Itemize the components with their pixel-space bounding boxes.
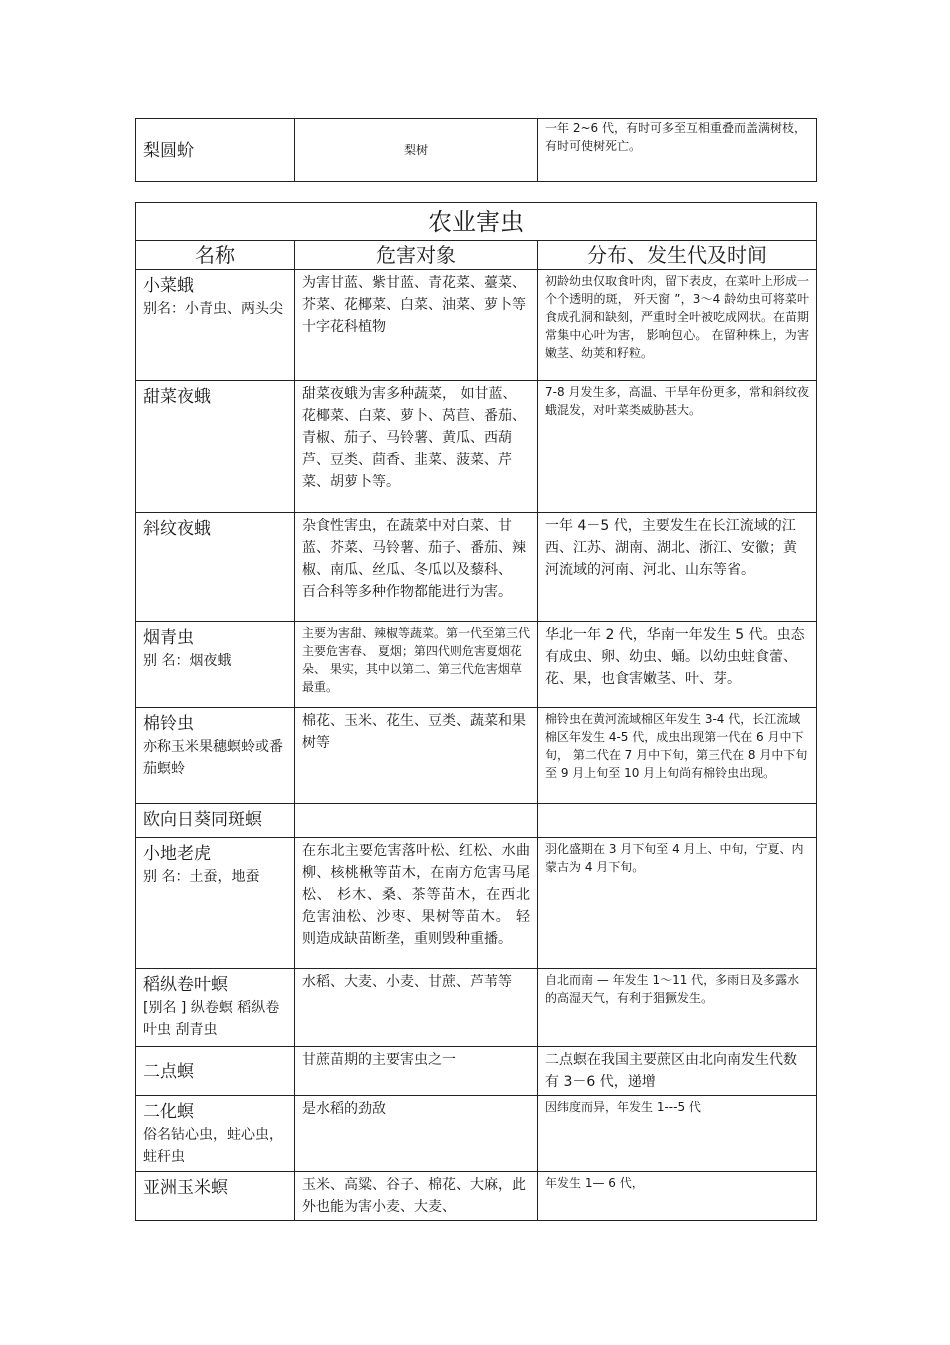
host-target [295,804,538,838]
pest-alias: 别 名：烟夜蛾 [143,653,232,669]
pest-name-cell [136,804,295,838]
pest-table [135,202,817,1221]
pest-alias: [别名 ] 纵卷螟 稻纵卷叶虫 刮青虫 [143,1000,280,1038]
pest-name: 稻纵卷叶螟 [143,975,228,995]
pest-name: 小菜蛾 [143,276,194,296]
distribution: 二点螟在我国主要蔗区由北向南发生代数有 3－6 代，递增 [538,1047,817,1096]
host-target: 在东北主要危害落叶松、红松、水曲柳、核桃楸等苗木，在南方危害马尾松、 杉木、桑、茶等苗木，在西北危害油松、沙枣、果树等苗木。 轻则造成缺苗断垄，重则毁种重播。 [295,838,538,969]
pest-name-cell [136,270,295,381]
table-row [136,838,817,969]
host-target: 梨树 [295,119,538,182]
table-row [136,119,817,182]
pest-alias: 亦称玉米果穗螟蛉或番茄螟蛉 [143,739,283,777]
pest-name-cell [136,381,295,513]
header-row [136,241,817,270]
pest-name-cell [136,838,295,969]
pest-name-cell [136,1047,295,1096]
pest-name: 欧向日葵同斑螟 [143,810,262,830]
header-distribution: 分布、发生代及时间 [538,241,817,270]
distribution: 7-8 月发生多，高温、干旱年份更多，常和斜纹夜蛾混发，对叶菜类威胁甚大。 [538,381,817,513]
host-target: 主要为害甜、辣椒等蔬菜。第一代至第三代主要危害春、 夏烟；第四代则危害夏烟花朵、 果实，其中以第二、第三代危害烟草最重。 [295,622,538,708]
table-row [136,622,817,708]
pest-name: 二化螟 [143,1102,194,1122]
table-title: 农业害虫 [136,203,817,241]
distribution: 年发生 1— 6 代， [538,1172,817,1221]
pest-name-cell [136,1096,295,1172]
top-table-fragment [135,118,817,182]
host-target: 杂食性害虫，在蔬菜中对白菜、甘蓝、芥菜、马铃薯、茄子、番茄、辣椒、南瓜、丝瓜、冬瓜以及藜科、 百合科等多种作物都能进行为害。 [295,513,538,622]
header-name: 名称 [136,241,295,270]
table-row [136,1047,817,1096]
distribution: 因纬度而异，年发生 1---5 代 [538,1096,817,1172]
host-target: 棉花、玉米、花生、豆类、蔬菜和果树等 [295,708,538,804]
pest-alias: 别 名：土蚕，地蚕 [143,869,260,885]
table-row [136,1096,817,1172]
distribution: 棉铃虫在黄河流域棉区年发生 3-4 代，长江流域棉区年发生 4-5 代，成虫出现第一代在 6 月中下旬， 第二代在 7 月中下旬，第三代在 8 月中下旬至 9 月上旬至 10 月上旬尚有棉铃虫出现。 [538,708,817,804]
table-row [136,708,817,804]
table-row [136,381,817,513]
distribution: 华北一年 2 代，华南一年发生 5 代。虫态有成虫、卵、幼虫、蛹。以幼虫蛀食蕾、花、果，也食害嫩茎、叶、芽。 [538,622,817,708]
host-target: 甜菜夜蛾为害多种蔬菜， 如甘蓝、花椰菜、白菜、萝卜、莴苣、番茄、青椒、茄子、马铃薯、黄瓜、西葫芦、豆类、茴香、韭菜、菠菜、芹菜、胡萝卜等。 [295,381,538,513]
distribution: 一年 2~6 代，有时可多至互相重叠而盖满树枝，有时可使树死亡。 [538,119,817,182]
pest-name: 甜菜夜蛾 [143,387,211,407]
distribution: 自北而南 — 年发生 1～11 代，多雨日及多露水的高湿天气，有利于猖獗发生。 [538,969,817,1047]
table-row [136,270,817,381]
pest-name-cell [136,1172,295,1221]
distribution [538,804,817,838]
pest-name: 梨圆蚧 [136,119,295,182]
pest-name-cell [136,622,295,708]
distribution: 一年 4－5 代，主要发生在长江流域的江西、江苏、湖南、湖北、浙江、安徽；黄河流域的河南、河北、山东等省。 [538,513,817,622]
host-target: 为害甘蓝、紫甘蓝、青花菜、薹菜、芥菜、花椰菜、白菜、油菜、萝卜等十字花科植物 [295,270,538,381]
pest-name: 二点螟 [143,1062,194,1082]
pest-name: 烟青虫 [143,628,194,648]
pest-alias: 俗名钻心虫，蛀心虫，蛀秆虫 [143,1127,283,1165]
pest-name-cell [136,513,295,622]
pest-name: 棉铃虫 [143,714,194,734]
header-target: 危害对象 [295,241,538,270]
table-row [136,969,817,1047]
table-row [136,804,817,838]
pest-name: 小地老虎 [143,844,211,864]
host-target: 玉米、高粱、谷子、棉花、大麻，此外也能为害小麦、大麦、 [295,1172,538,1221]
host-target: 水稻、大麦、小麦、甘蔗、芦苇等 [295,969,538,1047]
pest-alias: 别名：小青虫、两头尖 [143,301,283,317]
distribution: 初龄幼虫仅取食叶肉，留下表皮，在菜叶上形成一个个透明的斑， 歼天窗 ”，3～4 龄幼虫可将菜叶食成孔洞和缺刻，严重时全叶被吃成网状。在苗期常集中心叶为害， 影响包心。 在留种株上，为害嫩茎、幼荚和籽粒。 [538,270,817,381]
pest-name-cell [136,969,295,1047]
host-target: 甘蔗苗期的主要害虫之一 [295,1047,538,1096]
pest-name-cell [136,708,295,804]
table-row [136,1172,817,1221]
table-row [136,513,817,622]
host-target: 是水稻的劲敌 [295,1096,538,1172]
pest-name: 斜纹夜蛾 [143,519,211,539]
pest-name: 亚洲玉米螟 [143,1178,228,1198]
distribution: 羽化盛期在 3 月下旬至 4 月上、中旬，宁夏、内蒙古为 4 月下旬。 [538,838,817,969]
